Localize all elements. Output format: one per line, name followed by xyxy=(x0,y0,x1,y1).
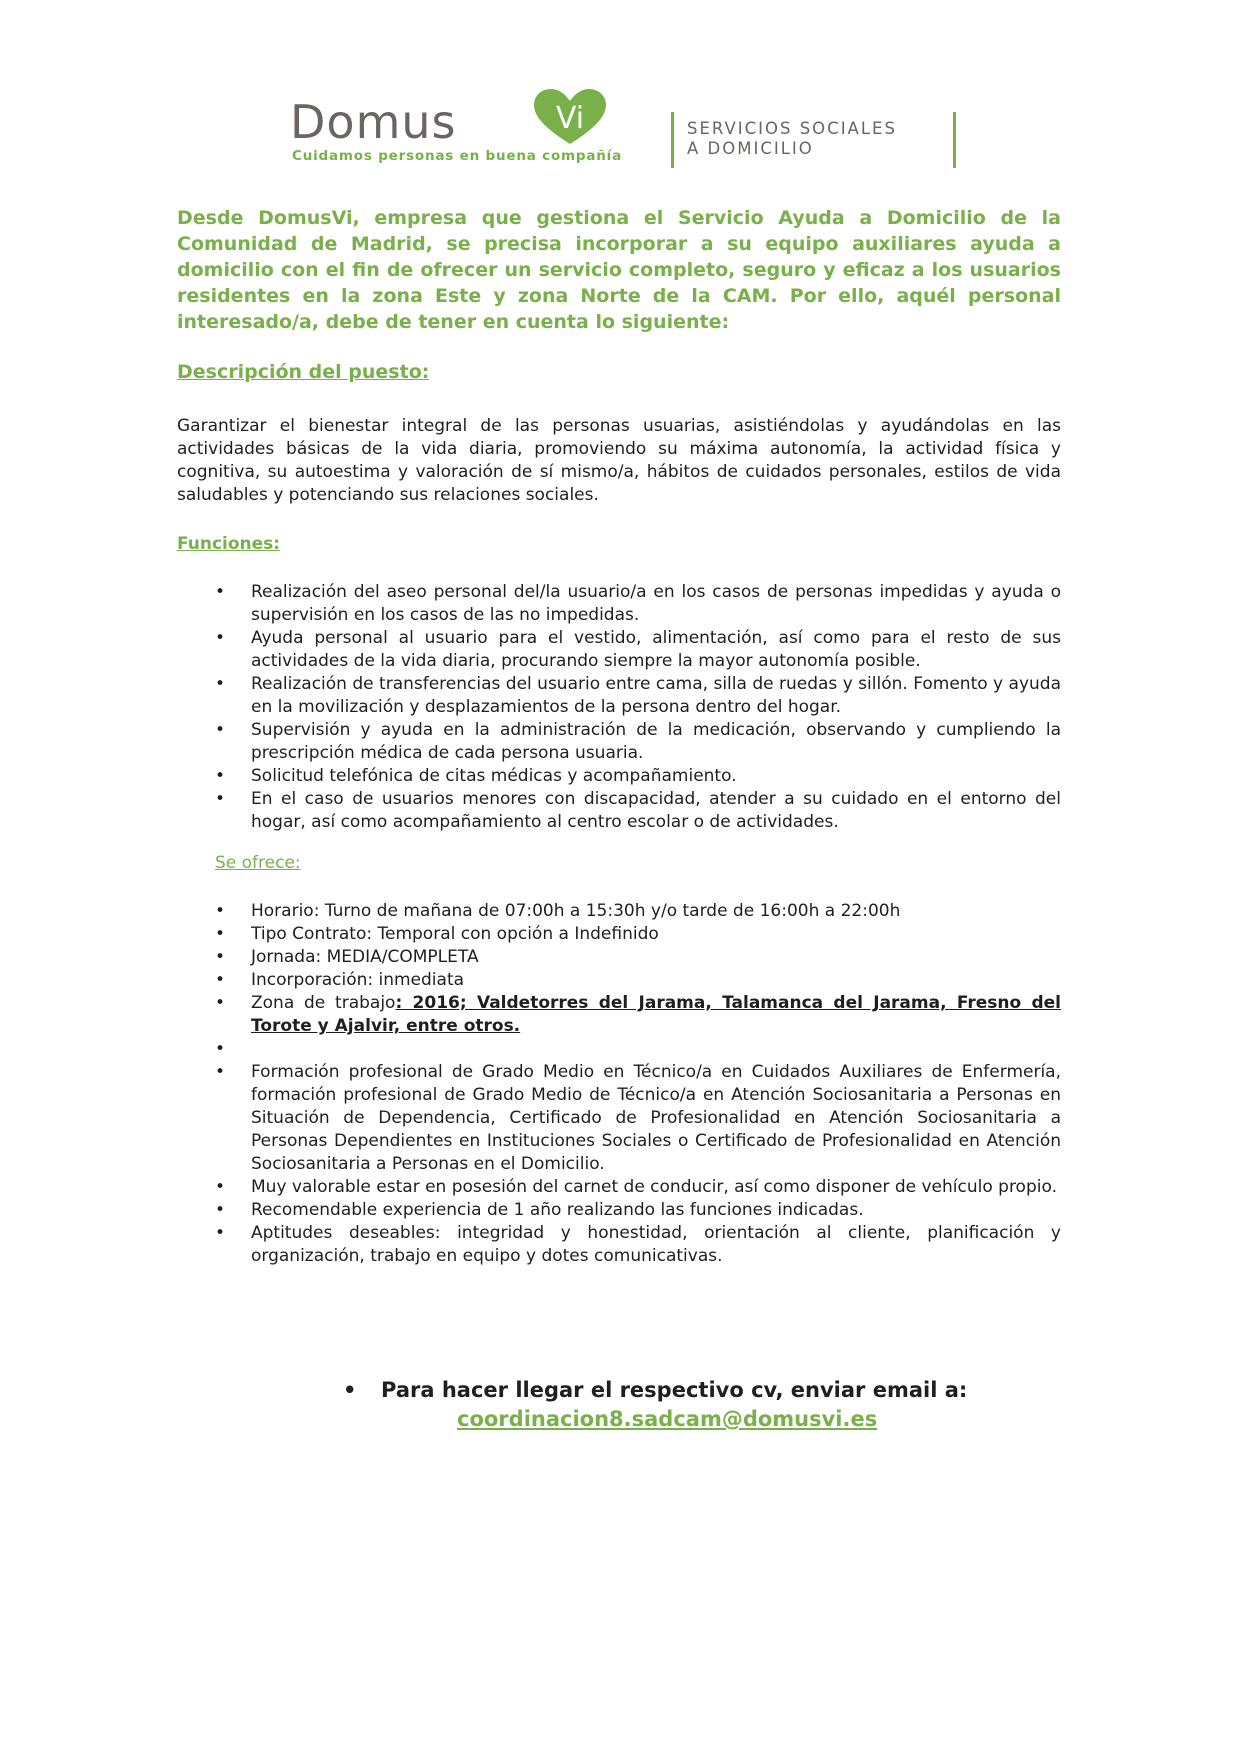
funciones-title: Funciones: xyxy=(177,534,281,554)
bullet-icon: • xyxy=(343,1378,357,1402)
funcion-text: Solicitud telefónica de citas médicas y acompañamiento. xyxy=(251,766,737,786)
incorporacion-text: Incorporación: inmediata xyxy=(251,970,465,990)
bullet-icon: • xyxy=(215,582,226,602)
contact-text: Para hacer llegar el respectivo cv, enviar email a: xyxy=(381,1378,968,1402)
list-item xyxy=(177,1222,1061,1268)
brand-vi-text: Vi xyxy=(555,101,585,136)
descripcion-text: Garantizar el bienestar integral de las personas usuarias, asistiéndolas y ayudándolas en las actividades básicas de la vida diaria, promoviendo su máxima autonomía, la actividad física y cognitiva, su autoestima y valoración de sí mismo/a, hábitos de cuidados personales, estilos de vida saludables y potenciando sus relaciones sociales. xyxy=(177,416,1061,505)
bullet-icon: • xyxy=(215,789,226,809)
bullet-icon: • xyxy=(215,628,226,648)
list-item xyxy=(177,969,1061,992)
list-item xyxy=(177,1061,1061,1176)
brand-vi-heart-logo xyxy=(530,88,610,146)
funcion-text: Supervisión y ayuda en la administración de la medicación, observando y cumpliendo la prescripción médica de cada persona usuaria. xyxy=(251,720,1061,763)
list-item xyxy=(177,673,1061,719)
bullet-icon: • xyxy=(215,901,226,921)
bullet-icon: • xyxy=(215,766,226,786)
contact-line xyxy=(337,1376,1017,1405)
experiencia-text: Recomendable experiencia de 1 año realizando las funciones indicadas. xyxy=(251,1200,864,1220)
ofrece-title: Se ofrece: xyxy=(215,853,301,873)
bullet-icon: • xyxy=(215,1223,226,1243)
brand-tagline: Cuidamos personas en buena compañía xyxy=(292,148,623,164)
list-item xyxy=(177,719,1061,765)
bullet-icon: • xyxy=(215,720,226,740)
zona-value: : 2016; Valdetorres del Jarama, Talamanca del Jarama, Fresno del Torote y Ajalvir, entre otros. xyxy=(251,993,1062,1036)
bullet-icon: • xyxy=(215,970,226,990)
carnet-text: Muy valorable estar en posesión del carnet de conducir, así como disponer de vehículo propio. xyxy=(251,1177,1057,1197)
list-item xyxy=(177,923,1061,946)
bullet-icon: • xyxy=(215,924,226,944)
list-item xyxy=(177,1199,1061,1222)
ofrece-list xyxy=(177,900,1061,1268)
contrato-text: Tipo Contrato: Temporal con opción a Indefinido xyxy=(251,924,659,944)
list-item xyxy=(177,765,1061,788)
brand-name: Domus xyxy=(290,95,457,149)
funcion-text: Realización de transferencias del usuario entre cama, silla de ruedas y sillón. Fomento y ayuda en la movilización y desplazamientos de la persona dentro del hogar. xyxy=(251,674,1061,717)
intro-paragraph: Desde DomusVi, empresa que gestiona el Servicio Ayuda a Domicilio de la Comunidad de Madrid, se precisa incorporar a su equipo auxiliares ayuda a domicilio con el fin de ofrecer un servicio completo, seguro y eficaz a los usuarios residentes en la zona Este y zona Norte de la CAM. Por ello, aquél personal interesado/a, debe de tener en cuenta lo siguiente: xyxy=(177,207,1061,333)
list-item xyxy=(177,946,1061,969)
funcion-text: Ayuda personal al usuario para el vestido, alimentación, así como para el resto de sus actividades de la vida diaria, procurando siempre la mayor autonomía posible. xyxy=(251,628,1061,671)
empty-list-item xyxy=(177,1038,1061,1061)
bullet-icon: • xyxy=(215,674,226,694)
jornada-text: Jornada: MEDIA/COMPLETA xyxy=(251,947,479,967)
funciones-list xyxy=(177,581,1061,834)
list-item xyxy=(177,581,1061,627)
descripcion-title: Descripción del puesto: xyxy=(177,361,430,383)
contact-email-link[interactable]: coordinacion8.sadcam@domusvi.es xyxy=(457,1407,878,1431)
funcion-text: Realización del aseo personal del/la usuario/a en los casos de personas impedidas y ayuda o supervisión en los casos de las no impedidas. xyxy=(251,582,1061,625)
list-item xyxy=(177,788,1061,834)
list-item xyxy=(177,900,1061,923)
horario-text: Horario: Turno de mañana de 07:00h a 15:30h y/o tarde de 16:00h a 22:00h xyxy=(251,901,901,921)
document-body xyxy=(177,205,1061,1268)
domusvi-logo xyxy=(290,88,650,178)
service-line-2: A DOMICILIO xyxy=(687,139,814,158)
contact-block xyxy=(337,1376,1017,1434)
aptitudes-text: Aptitudes deseables: integridad y honestidad, orientación al cliente, planificación y organización, trabajo en equipo y dotes comunicativas. xyxy=(251,1223,1061,1266)
header-divider-right xyxy=(953,112,956,168)
bullet-icon: • xyxy=(215,993,226,1013)
list-item xyxy=(177,992,1061,1038)
list-item xyxy=(177,627,1061,673)
bullet-icon: • xyxy=(215,1039,226,1059)
list-item xyxy=(177,1176,1061,1199)
funcion-text: En el caso de usuarios menores con discapacidad, atender a su cuidado en el entorno del hogar, así como acompañamiento al centro escolar o de actividades. xyxy=(251,789,1061,832)
formacion-text: Formación profesional de Grado Medio en Técnico/a en Cuidados Auxiliares de Enfermería, formación profesional de Grado Medio de Técnico/a en Atención Sociosanitaria a Personas en Situación de Dependencia, Certificado de Profesionalidad en Atención Sociosanitaria a Personas Dependientes en Instituciones Sociales o Certificado de Profesionalidad en Atención Sociosanitaria a Personas en el Domicilio. xyxy=(251,1062,1061,1174)
bullet-icon: • xyxy=(215,1062,226,1082)
header-divider-left xyxy=(671,112,674,168)
header xyxy=(290,88,970,178)
zona-label: Zona de trabajo xyxy=(251,993,396,1013)
bullet-icon: • xyxy=(215,1177,226,1197)
bullet-icon: • xyxy=(215,947,226,967)
service-line-1: SERVICIOS SOCIALES xyxy=(687,119,897,138)
bullet-icon: • xyxy=(215,1200,226,1220)
